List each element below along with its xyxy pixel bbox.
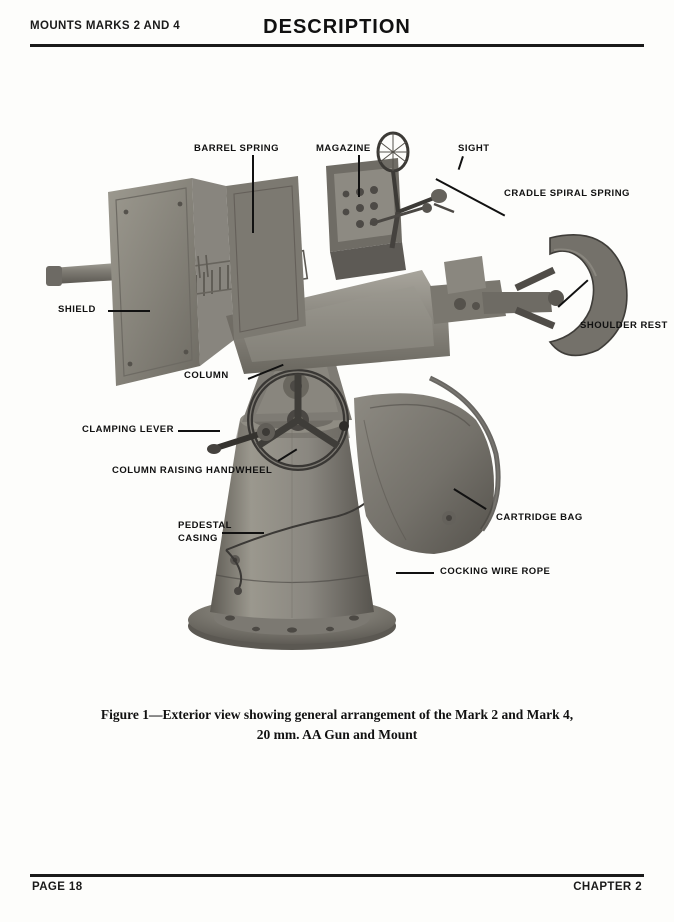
figure-caption (60, 705, 614, 744)
callout-pedestal-casing-line1: PEDESTAL (178, 520, 232, 531)
callout-sight: SIGHT (458, 143, 490, 154)
callout-shield: SHIELD (58, 304, 96, 315)
callout-pedestal-casing-line2: CASING (178, 533, 218, 544)
leader-pedestal-casing (222, 532, 264, 534)
header-rule (30, 44, 644, 47)
callout-barrel-spring: BARREL SPRING (194, 143, 279, 154)
callout-clamping-lever: CLAMPING LEVER (82, 424, 174, 435)
callout-cradle-spiral-spring: CRADLE SPIRAL SPRING (504, 188, 630, 199)
callout-cocking-wire-rope: COCKING WIRE ROPE (440, 566, 551, 577)
figure-caption-line-2: 20 mm. AA Gun and Mount (256, 726, 418, 742)
footer-rule (30, 874, 644, 877)
header-running-title: MOUNTS MARKS 2 AND 4 (30, 20, 181, 32)
leader-clamping-lever (178, 430, 220, 432)
leader-shield (108, 310, 150, 312)
page-header (30, 16, 644, 46)
chapter-label: CHAPTER 2 (573, 881, 642, 893)
callout-magazine: MAGAZINE (316, 143, 371, 154)
page-number: PAGE 18 (32, 881, 83, 893)
callout-column: COLUMN (184, 370, 229, 381)
leader-magazine (358, 155, 360, 197)
leader-barrel-spring (252, 155, 254, 233)
callout-shoulder-rest: SHOULDER REST (580, 320, 668, 331)
gun-mount-photograph (30, 120, 644, 680)
callout-cartridge-bag: CARTRIDGE BAG (496, 512, 583, 523)
figure-caption-line-1: Figure 1—Exterior view showing general arrangement of the Mark 2 and Mark 4, (100, 707, 574, 722)
figure-illustration (30, 120, 668, 680)
page-title: DESCRIPTION (263, 16, 411, 38)
callout-column-raising-handwheel: COLUMN RAISING HANDWHEEL (112, 465, 273, 476)
leader-cocking-wire-rope (396, 572, 434, 574)
